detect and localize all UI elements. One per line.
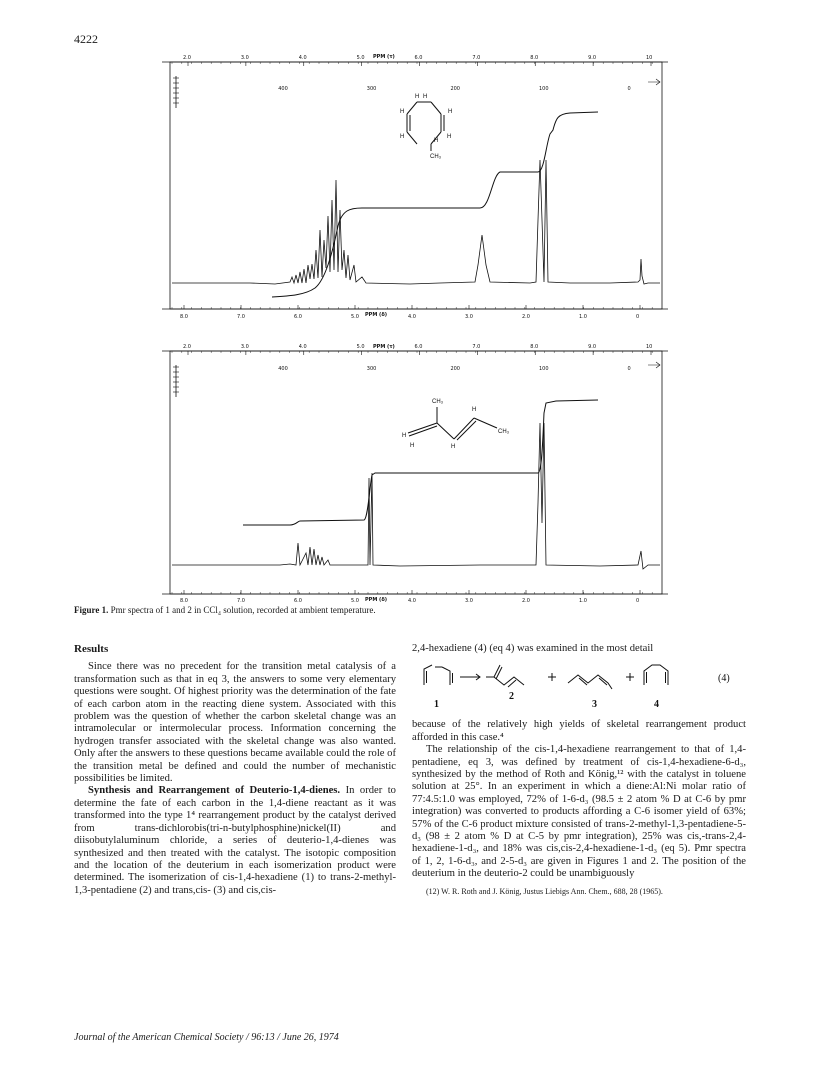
ppm-tick-label: 4.0	[408, 598, 416, 604]
figure-caption-text: Pmr spectra of 1 and 2 in CCl₄ solution, recorded at ambient temperature.	[110, 605, 376, 615]
svg-text:H: H	[400, 134, 405, 140]
ppm-tick-label: 6.0	[294, 314, 302, 320]
tau-tick-label: 6.0	[414, 344, 423, 350]
ppm-tick-label: 6.0	[294, 598, 302, 604]
tau-tick-label: 9.0	[588, 55, 597, 61]
spectrum-1-trace	[172, 160, 660, 284]
ppm-tick-label: 8.0	[180, 598, 188, 604]
tau-tick-label: 5.0	[356, 344, 365, 350]
molecule-2-structure	[408, 407, 497, 440]
spectrum-1-bottom-axis-label: PPM (δ)	[365, 312, 388, 318]
ppm-tick-label: 1.0	[579, 598, 587, 604]
hz-tick-label: 200	[450, 366, 460, 372]
svg-text:H: H	[451, 444, 456, 450]
ppm-tick-label: 8.0	[180, 314, 188, 320]
compound-label-3: 3	[592, 699, 597, 711]
tau-tick-label: 4.0	[298, 344, 307, 350]
hz-tick-label: 100	[539, 366, 549, 372]
figure-caption	[74, 605, 376, 615]
tau-tick-label: 3.0	[240, 55, 249, 61]
ppm-tick-label: 5.0	[351, 314, 359, 320]
compound-label-2: 2	[509, 691, 514, 703]
tau-tick-label: 2.0	[183, 55, 191, 61]
tau-tick-label: 5.0	[356, 55, 365, 61]
page-number: 4222	[74, 32, 98, 46]
tau-tick-label: 9.0	[588, 344, 597, 350]
footnote-12: (12) W. R. Roth and J. König, Justus Liebigs Ann. Chem., 688, 28 (1965).	[426, 886, 663, 896]
spectrum-2-bottom-axis-label: PPM (δ)	[365, 597, 388, 603]
tau-tick-label: 7.0	[472, 55, 481, 61]
ppm-tick-label: 1.0	[579, 314, 587, 320]
journal-footer: Journal of the American Chemical Society / 96:13 / June 26, 1974	[74, 1032, 339, 1043]
ppm-tick-label: 3.0	[465, 314, 473, 320]
equation-number-4: (4)	[718, 673, 730, 685]
ppm-tick-label: 0	[636, 598, 640, 604]
svg-text:CH₃: CH₃	[432, 399, 444, 405]
tau-tick-label: 3.0	[240, 344, 249, 350]
svg-text:H: H	[400, 109, 405, 115]
hz-tick-label: 0	[627, 366, 631, 372]
svg-text:H: H	[402, 433, 407, 439]
compound-label-4: 4	[654, 699, 659, 711]
paragraph-synthesis: In order to determine the fate of each carbon in the 1,4-diene reactant as it was transformed into the type 1⁴ rearrangement product by the catalyst derived from trans-dichlorobis(tri-n-butylphosphine)nickel(II) and diisobutylaluminum chloride, a series of deuterio-1,4-dienes was synthesized and then treated with the catalyst. The isotopic composition and the location of the deuterium in each isomerization product were determined. The isomerization of cis-1,4-hexadiene (1) to trans-2-methyl-1,3-pentadiene (2) and trans,cis- (3) and cis,cis-	[74, 785, 396, 896]
tau-tick-label: 8.0	[530, 55, 539, 61]
hz-tick-label: 200	[450, 86, 460, 92]
ppm-tick-label: 0	[636, 314, 640, 320]
svg-text:H: H	[448, 109, 453, 115]
svg-text:H: H	[447, 134, 452, 140]
tau-tick-label: 4.0	[298, 55, 307, 61]
tau-tick-label: 10	[646, 55, 653, 61]
ppm-tick-label: 7.0	[237, 598, 245, 604]
svg-text:H: H	[434, 138, 439, 144]
hz-tick-label: 400	[278, 86, 288, 92]
paragraph-results-intro: Since there was no precedent for the transition metal catalysis of a transformation such as that in eq 3, the answers to some very elementary questions were sought. Of highest priority was the determination of the fate of each carbon atom in the reacting diene system. Associated with this problem was the question of whether the carbon skeletal change was an intramolecular or intermolecular process. Information concerning the hydrogen transfer associated with the skeletal change was also wanted. Only after the answers to these questions became available could the role of the transition metal be defined and could the number of mechanistic possibilities be limited.	[74, 661, 396, 785]
spectrum-1-top-axis-label: PPM (τ)	[373, 54, 395, 60]
compound-label-1: 1	[434, 699, 439, 711]
pmr-spectrum-2	[100, 343, 680, 605]
svg-text:H: H	[472, 407, 477, 413]
paragraph-continuation: 2,4-hexadiene (4) (eq 4) was examined in the most detail	[412, 643, 654, 654]
section-heading-results: Results	[74, 643, 109, 655]
hz-tick-label: 400	[278, 366, 288, 372]
ppm-tick-label: 4.0	[408, 314, 416, 320]
equation-4-scheme	[412, 661, 746, 713]
left-column	[74, 643, 396, 897]
tau-tick-label: 7.0	[472, 344, 481, 350]
subheading-synthesis: Synthesis and Rearrangement of Deuterio-1,4-dienes.	[88, 785, 341, 797]
ppm-tick-label: 5.0	[351, 598, 359, 604]
ppm-tick-label: 2.0	[522, 314, 530, 320]
svg-text:CH₃: CH₃	[430, 154, 442, 160]
svg-text:H: H	[410, 443, 415, 449]
ppm-tick-label: 3.0	[465, 598, 473, 604]
hz-tick-label: 0	[627, 86, 631, 92]
tau-tick-label: 2.0	[183, 344, 191, 350]
paragraph-yields: because of the relatively high yields of skeletal rearrangement product afforded in this case.⁴	[412, 719, 746, 743]
paragraph-hexadiene-relationship: The relationship of the cis-1,4-hexadiene rearrangement to that of 1,4-pentadiene, eq 3, was defined by treatment of cis-1,4-hexadiene-6-d₃, synthesized by the method of Roth and König,¹² with the catalyst in toluene solution at 25°. In an experiment in which a diene:Al:Ni molar ratio of 77:4.5:1.0 was employed, 72% of 1-6-d₃ (98.5 ± 2 atom % D at C-6 by pmr integration) was converted to products affording a C-6 isomer yield of 63%; 57% of the C-6 product mixture consisted of trans-2-methyl-1,3-pentadiene-5-d₃ (98 ± 2 atom % D at C-5 by pmr integration), 25% was cis,-trans-2,4-hexadiene-1-d₃, and 18% was cis,cis-2,4-hexadiene-1-d₃ (eq 5). Pmr spectra of 1, 2, 1-6-d₃, and 2-5-d₃ are given in Figures 1 and 2. The position of the deuterium in the deuterio-2 could be unambiguously	[412, 744, 746, 880]
hz-tick-label: 300	[366, 86, 377, 92]
right-column	[412, 643, 746, 897]
hz-tick-label: 100	[539, 86, 549, 92]
molecule-1-structure	[407, 102, 444, 151]
svg-text:H: H	[423, 94, 428, 100]
ppm-tick-label: 7.0	[237, 314, 245, 320]
ppm-tick-label: 2.0	[522, 598, 530, 604]
tau-tick-label: 6.0	[414, 55, 423, 61]
tau-tick-label: 8.0	[530, 344, 539, 350]
tau-tick-label: 10	[646, 344, 653, 350]
figure-caption-label: Figure 1.	[74, 605, 109, 615]
spectrum-2-top-axis-label: PPM (τ)	[373, 344, 395, 350]
hz-tick-label: 300	[366, 366, 377, 372]
svg-text:CH₃: CH₃	[498, 429, 510, 435]
svg-text:H: H	[415, 94, 420, 100]
spectrum-2-trace	[172, 423, 660, 569]
pmr-spectrum-1	[100, 50, 680, 328]
